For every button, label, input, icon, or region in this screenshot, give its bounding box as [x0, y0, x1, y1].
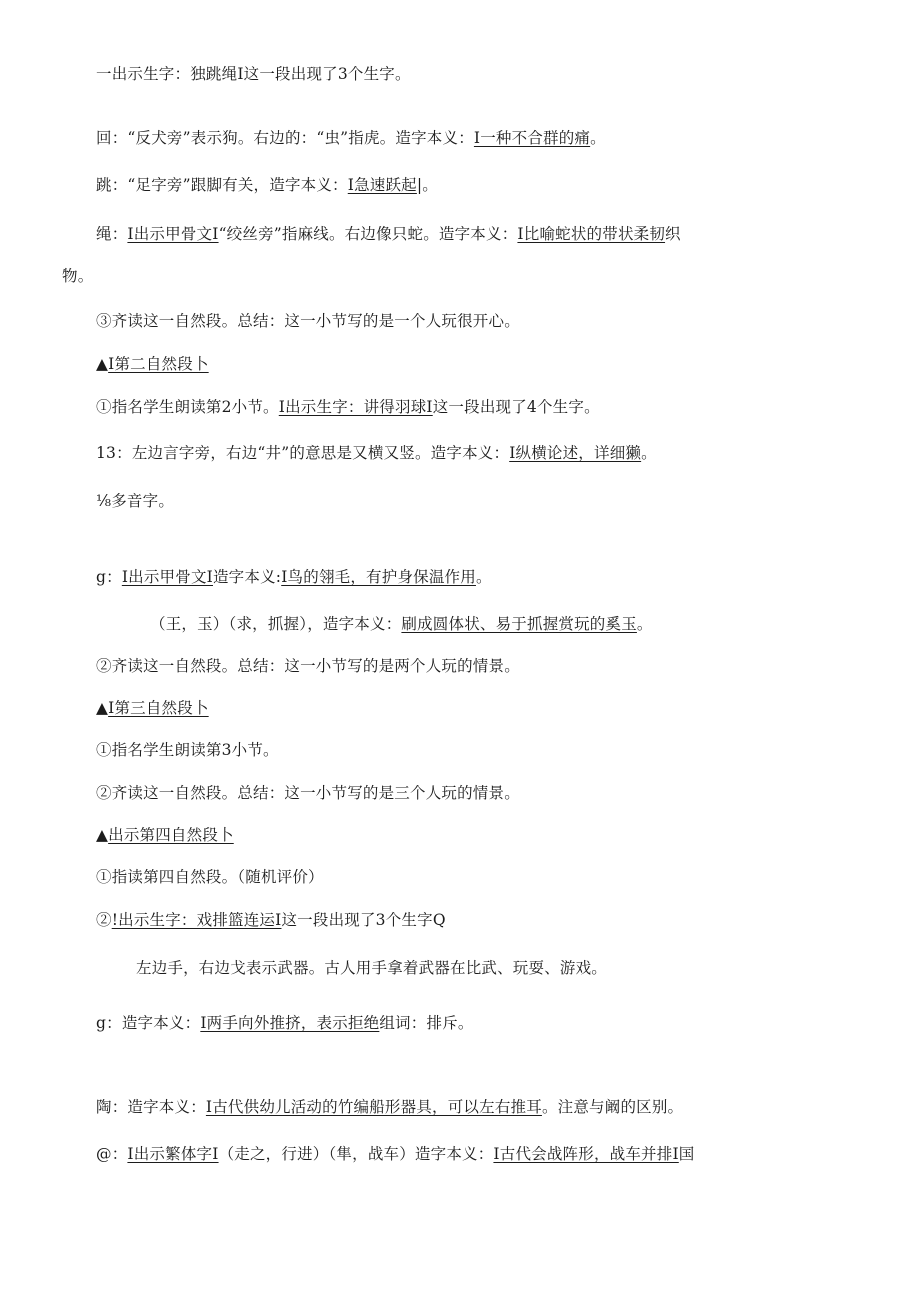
section-heading-3 — [96, 697, 209, 719]
text-segment: @： — [96, 1145, 128, 1163]
underlined-text: I第二自然段卜 — [108, 355, 209, 373]
text-segment: |。 — [416, 176, 438, 194]
text-segment: 陶：造字本义： — [96, 1098, 206, 1116]
underlined-text: I出示甲骨文I — [121, 568, 213, 586]
text-segment: 这一段出现了4个生字。 — [432, 398, 600, 416]
underlined-text: I一种不合群的痛 — [473, 129, 591, 147]
text-line-18 — [96, 866, 324, 888]
underlined-text: I古代会战阵形，战车并排I — [493, 1145, 679, 1163]
text-segment: ② — [96, 911, 112, 929]
text-segment: 一出示生字：独跳绳 — [96, 65, 238, 83]
triangle-icon: ▲ — [96, 826, 109, 844]
text-segment: 。 — [641, 444, 657, 462]
underlined-text: 出示第四自然段卜 — [108, 826, 234, 844]
text-segment: 这一段出现了3个生字。 — [243, 65, 411, 83]
text-segment: 回：“反犬旁”表示狗。右边的：“虫”指虎。造字本义： — [96, 129, 474, 147]
text-line-10 — [96, 490, 174, 512]
text-segment: “绞丝旁”指麻线。右边像只蛇。造字本义： — [218, 225, 518, 243]
text-segment: 组词：排斥。 — [379, 1014, 474, 1032]
underlined-text: I纵横论述，详细獭 — [509, 444, 642, 462]
text-line-11 — [96, 566, 492, 588]
text-segment: 这一段出现了3个生字Q — [281, 911, 446, 929]
underlined-text: I第三自然段卜 — [108, 699, 209, 717]
triangle-icon: ▲ — [96, 355, 109, 373]
text-segment: ②齐读这一自然段。总结：这一小节写的是三个人玩的情景。 — [96, 784, 520, 802]
text-segment: ①指名学生朗读第3小节。 — [96, 741, 279, 759]
text-line-23 — [96, 1143, 694, 1165]
text-segment: 13：左边言字旁，右边“井”的意思是又横又竖。造字本义： — [96, 444, 510, 462]
text-line-21 — [96, 1012, 474, 1034]
text-segment: 绳： — [96, 225, 128, 243]
text-segment: 织 — [665, 225, 681, 243]
text-line-12 — [150, 613, 653, 635]
text-segment: ③齐读这一自然段。总结：这一小节写的是一个人玩很开心。 — [96, 312, 520, 330]
text-segment: 。 — [590, 129, 606, 147]
text-line-3 — [96, 174, 438, 196]
triangle-icon: ▲ — [96, 699, 109, 717]
underlined-text: I出示生字：讲得羽球I — [278, 398, 433, 416]
text-line-6 — [96, 310, 520, 332]
underlined-text: I出示繁体字I — [127, 1145, 219, 1163]
underlined-text: I古代供幼儿活动的竹编船形器具，可以左右推耳 — [205, 1098, 542, 1116]
text-segment: ①指读第四自然段。（随机评价） — [96, 868, 324, 886]
text-line-16 — [96, 782, 520, 804]
text-segment: 左边手，右边戈表示武器。古人用手拿着武器在比武、玩耍、游戏。 — [136, 959, 608, 977]
text-segment: 物。 — [62, 267, 94, 285]
text-line-22 — [96, 1096, 683, 1118]
underlined-text: I急速跃起 — [347, 176, 417, 194]
text-line-4 — [96, 223, 681, 245]
underlined-text: !出示生字：戏排篮连运I — [111, 911, 282, 929]
text-segment: 。注意与阚的区别。 — [541, 1098, 684, 1116]
text-line-13 — [96, 655, 520, 677]
text-line-19 — [96, 909, 446, 931]
text-segment: 造字本义: — [212, 568, 282, 586]
text-segment: g：造字本义： — [96, 1014, 201, 1032]
underlined-text: I鸟的翎毛，有护身保温作用 — [281, 568, 476, 586]
text-segment: g： — [96, 568, 122, 586]
text-segment: 跳：“足字旁”跟脚有关，造字本义： — [96, 176, 348, 194]
text-line-5 — [62, 265, 93, 287]
text-segment: ⅛多音字。 — [96, 492, 175, 510]
section-heading-4 — [96, 824, 234, 846]
text-line-1 — [96, 63, 411, 85]
underlined-text: I出示甲骨文I — [127, 225, 219, 243]
underlined-text: 刷成圆体状、易于抓握赏玩的奚玉 — [401, 615, 637, 633]
text-line-2 — [96, 127, 606, 149]
text-segment: I — [237, 65, 244, 83]
underlined-text: I两手向外推挤，表示拒绝 — [200, 1014, 380, 1032]
text-segment: （走之，行进）（隼，战车）造字本义： — [218, 1145, 494, 1163]
text-line-20 — [136, 957, 607, 979]
text-segment: 。 — [636, 615, 653, 633]
text-line-9 — [96, 442, 657, 464]
text-segment: （王，玉）（求，抓握），造字本义： — [150, 615, 402, 633]
text-segment: ②齐读这一自然段。总结：这一小节写的是两个人玩的情景。 — [96, 657, 520, 675]
section-heading-2 — [96, 353, 209, 375]
text-segment: 国 — [678, 1145, 695, 1163]
text-line-8 — [96, 396, 600, 418]
text-segment: 。 — [475, 568, 492, 586]
underlined-text: I比喻蛇状的带状柔韧 — [517, 225, 666, 243]
text-segment: ①指名学生朗读第2小节。 — [96, 398, 279, 416]
text-line-15 — [96, 739, 279, 761]
